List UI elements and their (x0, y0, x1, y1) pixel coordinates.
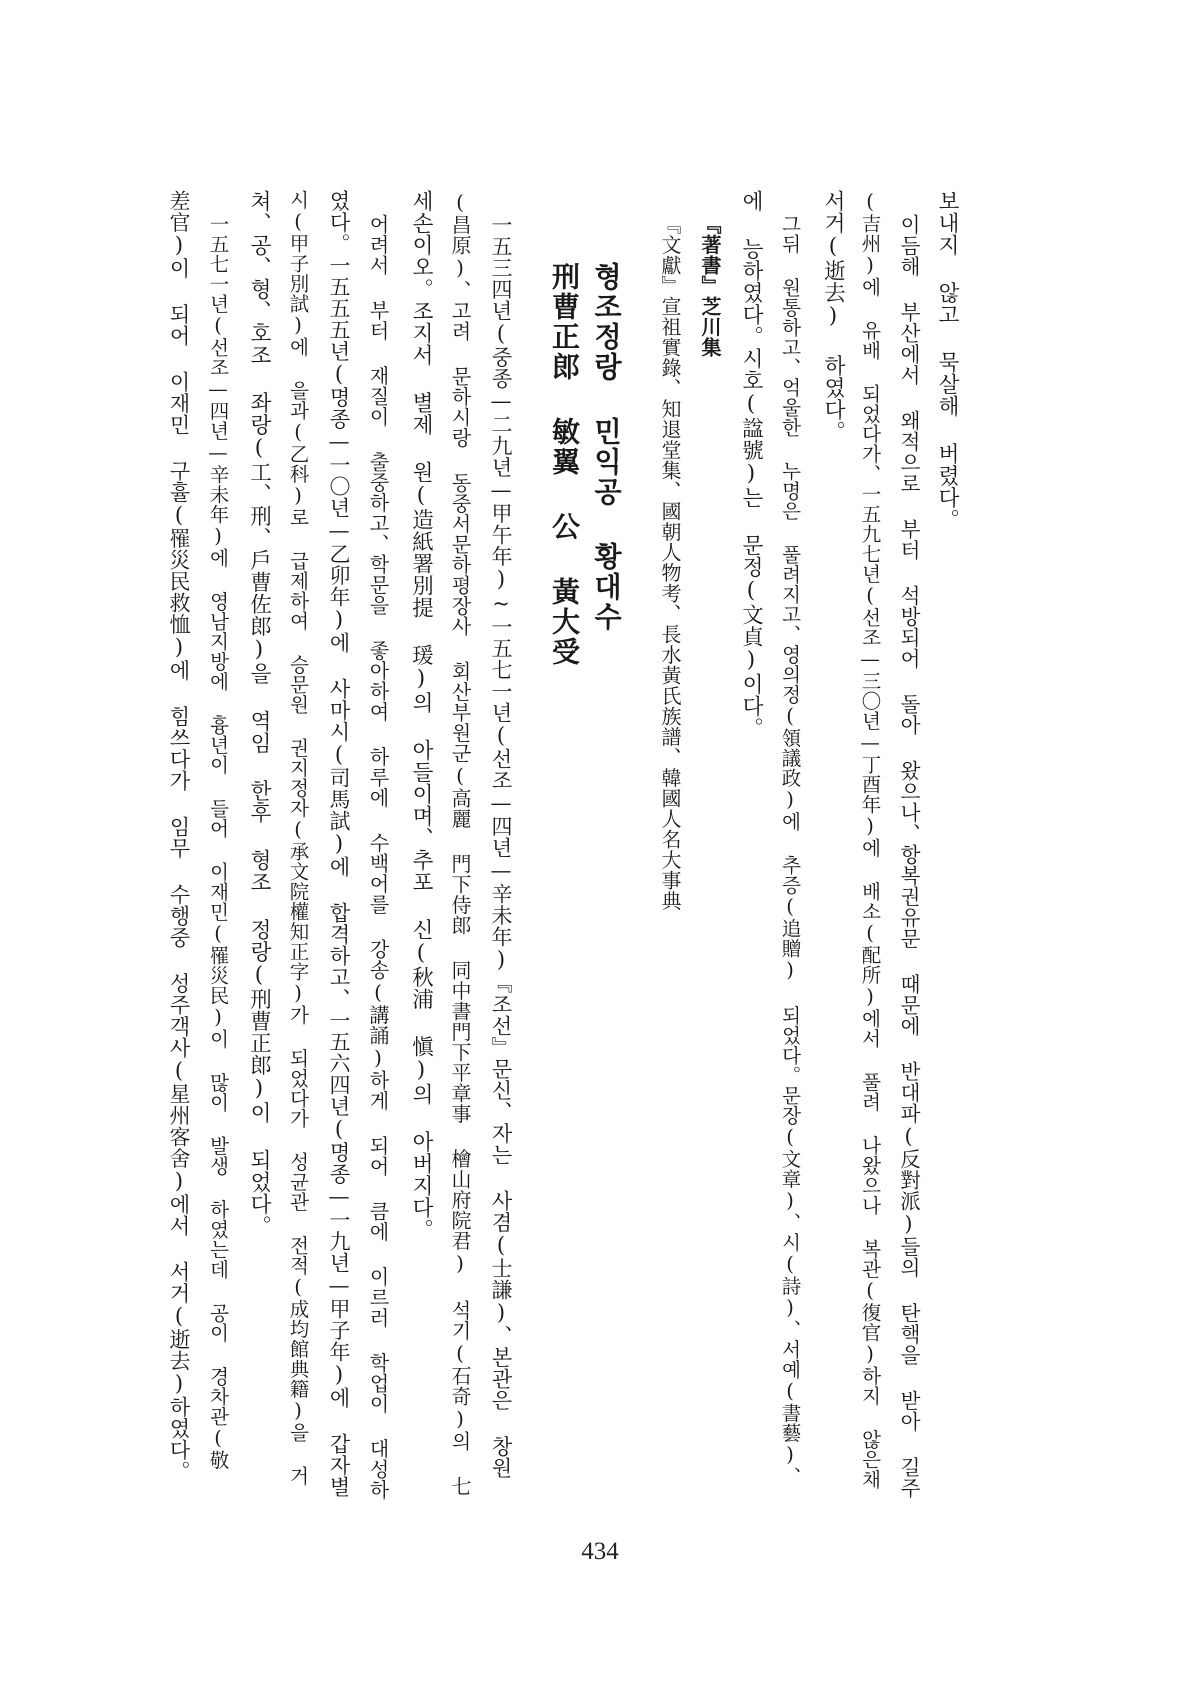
text-column-19: 差官)이 되어 이재민 구휼(罹災民救恤)에 힘쓰다가 임무 수행중 성주객사(星州客舍)에서 서거(逝去)하였다。 (167, 190, 191, 1482)
text-column-3: (吉州)에 유배 되었다가、一五九七년(선조—三〇년—丁酉年)에 배소(配所)에서 풀려 나왔으나 복관(復官)하지 않은채 (858, 190, 882, 1490)
entry-title-hanja: 刑曹正郎 敏翼 公 黃大受 (548, 262, 581, 667)
text-column-6: 에 능하였다。시호(諡號)는 문정(文貞)이다。 (738, 190, 764, 739)
text-column-12: (昌原)、고려 문하시랑 동중서문하평장사 회산부원군(高麗 門下侍郎 同中書門下平章事 檜山府院君) 석기(石奇)의 七 (448, 190, 472, 1497)
text-column-18: 一五七一년(선조—四년—辛未年)에 영남지방에 흉년이 들어 이재민(罹災民)이 많이 발생 하였는데 공이 경차관(敬 (206, 214, 230, 1470)
text-column-14: 어려서 부터 재질이 출중하고、학문을 좋아하여 하루에 수백어를 강송(講誦)하게 되어 큼에 이르러 학업이 대성하 (366, 214, 390, 1500)
text-column-11: 一五三四년(중종—二九년—甲午年)~一五七一년(선조—四년—辛未年)『조선』문신、자는 사겸(士謙)、본관은 창원 (489, 214, 513, 1479)
source-column-references: 『文獻』宣祖實錄、知退堂集、國朝人物考、長水黃氏族譜、韓國人名大事典 (658, 214, 682, 911)
text-column-2: 이듬해 부산에서 왜적으로 부터 석방되어 돌아 왔으나、항복권유문 때문에 반대파(反對派)들의 탄핵을 받아 길주 (896, 214, 921, 1499)
text-column-13: 세손이오。조지서 별제 원(造紙署別提 瑗)의 아들이며、추포 신(秋浦 愼)의 아버지다。 (408, 190, 434, 1241)
source-column-works: 『著書』芝川集 (698, 214, 722, 358)
page-number: 434 (581, 1538, 619, 1565)
text-column-4: 서거(逝去) 하였다。 (820, 190, 846, 443)
entry-title-korean: 형조정랑 민익공 황대수 (590, 262, 623, 632)
text-column-16: 시(甲子別試)에 을과(乙科)로 급제하여 승문원 권지정자(承文院權知正字)가 되었다가 성균관 전적(成均館典籍)을 거 (286, 190, 310, 1486)
text-column-1: 보내지 않고 묵살해 버렸다。 (934, 190, 960, 531)
text-column-5: 그뒤 원통하고、억울한 누명은 풀려지고、영의정(領議政)에 추증(追贈) 되었다。문장(文章)、시(詩)、서예(書藝)、 (778, 214, 802, 1487)
text-column-15: 였다。一五五五년(명종—一〇년—乙卯年)에 사마시(司馬試)에 합격하고、一五六四년(명종—一九년—甲子年)에 갑자별 (327, 190, 351, 1498)
text-column-17: 쳐、공、형、호조 좌랑(工、刑、戶曹佐郎)을 역임 한후 형조 정랑(刑曹正郎)이 되었다。 (246, 190, 272, 1237)
